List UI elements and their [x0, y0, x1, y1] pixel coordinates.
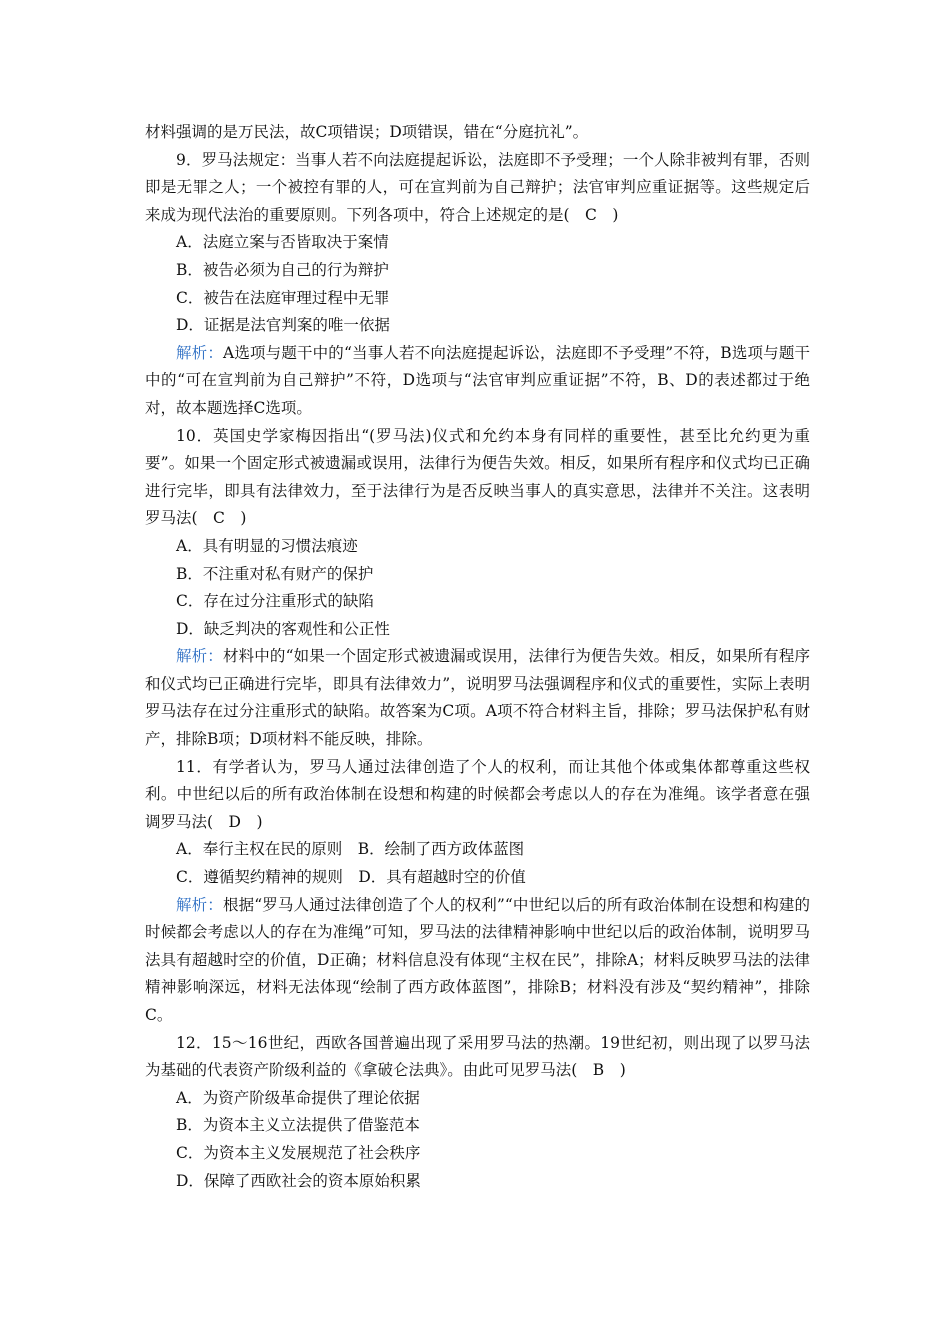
analysis-label: 解析： [176, 647, 223, 666]
question-stem: 12．15～16世纪，西欧各国普遍出现了采用罗马法的热潮。19世纪初，则出现了以罗马法为基础的代表资产阶级利益的《拿破仑法典》。由此可见罗马法( B ) [145, 1033, 810, 1080]
analysis [145, 892, 810, 1030]
option-row-cd: C．遵循契约精神的规则 D．具有超越时空的价值 [176, 868, 526, 887]
option-row-ab: A．奉行主权在民的原则 B．绘制了西方政体蓝图 [176, 840, 525, 859]
analysis-text: 根据“罗马人通过法律创造了个人的权利”“中世纪以后的所有政治体制在设想和构建的时候都会考虑以人的存在为准绳”可知，罗马法的法律精神影响中世纪以后的政治体制，说明罗马法具有超越时空的价值，D正确；材料信息没有体现“主权在民”，排除A；材料反映罗马法的法律精神影响深远，材料无法体现“绘制了西方政体蓝图”，排除B；材料没有涉及“契约精神”，排除C。 [145, 895, 810, 1024]
option-b: B．为资本主义立法提供了借鉴范本 [176, 1116, 420, 1135]
option-c: C．为资本主义发展规范了社会秩序 [176, 1143, 421, 1162]
analysis-text: A选项与题干中的“当事人若不向法庭提起诉讼，法庭即不予受理”不符，B选项与题干中的“可在宣判前为自己辩护”不符，D选项与“法官审判应重证据”不符，B、D的表述都过于绝对，故本题选择C选项。 [145, 343, 810, 417]
question-10 [145, 423, 810, 754]
question-11 [145, 754, 810, 1030]
analysis-label: 解析： [176, 343, 223, 362]
analysis-text: 材料中的“如果一个固定形式被遗漏或误用，法律行为便告失效。相反，如果所有程序和仪式均已正确进行完毕，即具有法律效力”，说明罗马法强调程序和仪式的重要性，实际上表明罗马法存在过分注重形式的缺陷。故答案为C项。A项不符合材料主旨，排除；罗马法保护私有财产，排除B项；D项材料不能反映，排除。 [145, 647, 810, 749]
lead-line: 材料强调的是万民法，故C项错误；D项错误，错在“分庭抗礼”。 [145, 123, 589, 141]
question-9 [145, 147, 810, 423]
analysis-label: 解析： [176, 895, 223, 914]
option-d: D．保障了西欧社会的资本原始积累 [176, 1171, 421, 1190]
option-a: A．法庭立案与否皆取决于案情 [176, 233, 389, 252]
option-b: B．不注重对私有财产的保护 [176, 564, 374, 583]
question-stem: 11．有学者认为，罗马人通过法律创造了个人的权利，而让其他个体或集体都尊重这些权利。中世纪以后的所有政治体制在设想和构建的时候都会考虑以人的存在为准绳。该学者意在强调罗马法( D ) [145, 757, 810, 831]
question-stem: 10．英国史学家梅因指出“(罗马法)仪式和允约本身有同样的重要性，甚至比允约更为重要”。如果一个固定形式被遗漏或误用，法律行为便告失效。相反，如果所有程序和仪式均已正确进行完毕，即具有法律效力，至于法律行为是否反映当事人的真实意思，法律并不关注。这表明罗马法( C ) [145, 426, 810, 528]
option-b: B．被告必须为自己的行为辩护 [176, 260, 389, 279]
question-12 [145, 1030, 810, 1196]
option-a: A．为资产阶级革命提供了理论依据 [176, 1088, 420, 1107]
option-d: D．缺乏判决的客观性和公正性 [176, 619, 390, 638]
option-a: A．具有明显的习惯法痕迹 [176, 536, 358, 555]
analysis [145, 643, 810, 753]
analysis [145, 340, 810, 423]
option-c: C．存在过分注重形式的缺陷 [176, 592, 374, 611]
document-page [145, 119, 810, 1195]
option-c: C．被告在法庭审理过程中无罪 [176, 288, 390, 307]
option-d: D．证据是法官判案的唯一依据 [176, 316, 390, 335]
question-stem: 9．罗马法规定：当事人若不向法庭提起诉讼，法庭即不予受理；一个人除非被判有罪，否则即是无罪之人；一个被控有罪的人，可在宣判前为自己辩护；法官审判应重证据等。这些规定后来成为现代法治的重要原则。下列各项中，符合上述规定的是( C ) [145, 150, 810, 224]
